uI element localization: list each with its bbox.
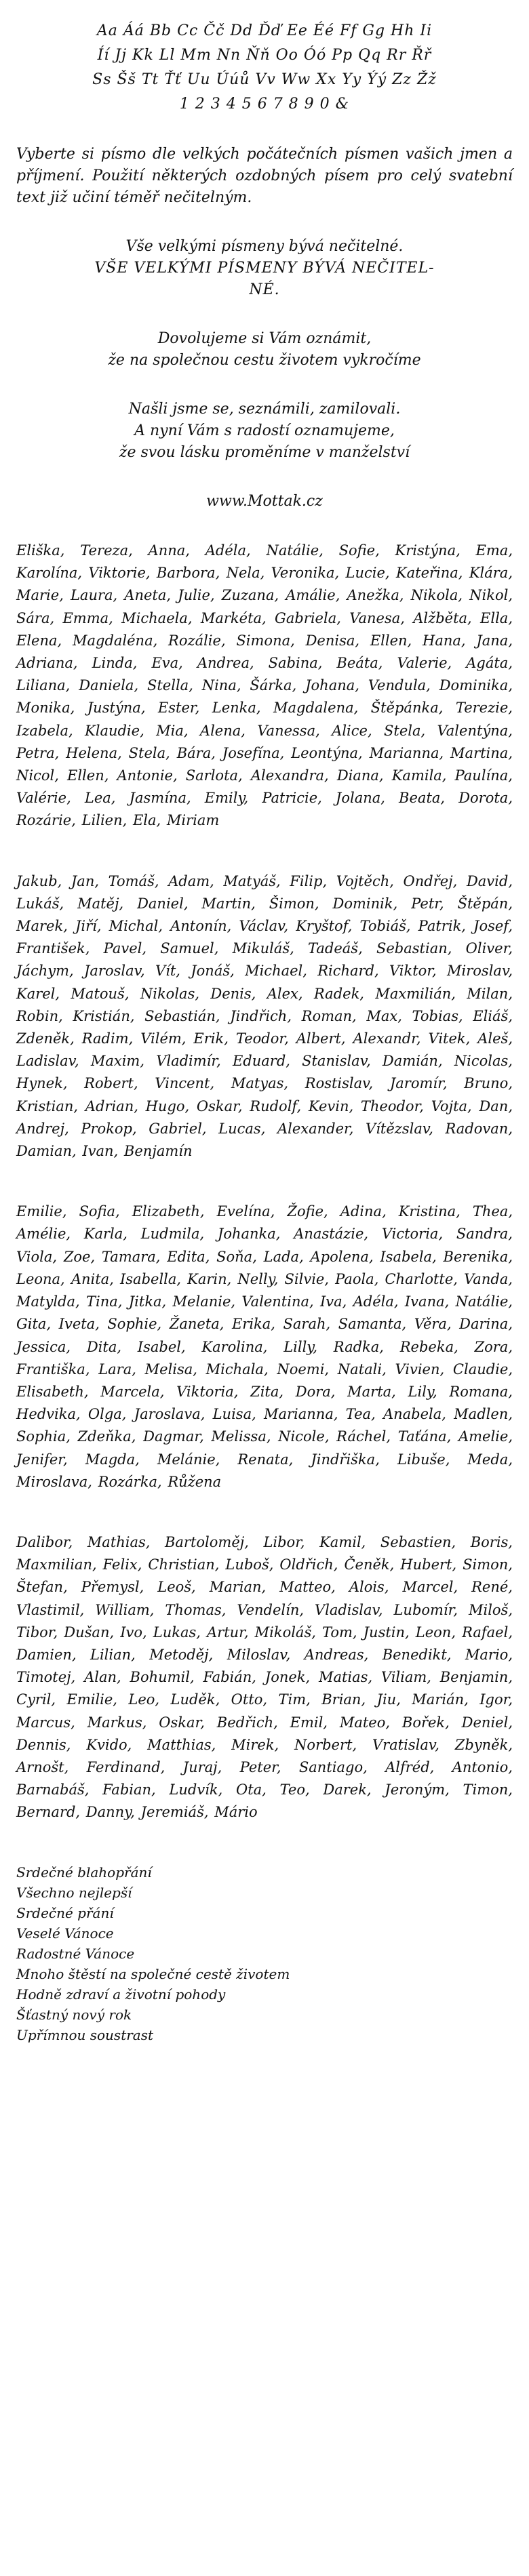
- greeting-line: Hodně zdraví a životní pohody: [16, 1986, 226, 2003]
- alphabet-sample: [37, 19, 492, 117]
- male-names-list-1: Jakub, Jan, Tomáš, Adam, Matyáš, Filip, Vojtěch, Ondřej, David, Lukáš, Matěj, Daniel, Martin, Šimon, Dominik, Petr, Štěpán, Marek, Jiří, Michal, Antonín, Václav, Kryštof, Tobiáš, Patrik, Josef, František, Pavel, Samuel, Mikuláš, Tadeáš, Sebastian, Oliver, Jáchym, Jaroslav, Vít, Jonáš, Michael, Richard, Viktor, Miroslav, Karel, Matouš, Nikolas, Denis, Alex, Radek, Maxmilián, Milan, Robin, Kristián, Sebastián, Jindřich, Roman, Max, Tobias, Eliáš, Zdeněk, Radim, Vilém, Erik, Teodor, Albert, Alexandr, Vitek, Aleš, Ladislav, Maxim, Vladimír, Eduard, Stanislav, Damián, Nicolas, Hynek, Robert, Vincent, Matyas, Rostislav, Jaromír, Bruno, Kristian, Adrian, Hugo, Oskar, Rudolf, Kevin, Theodor, Vojta, Dan, Andrej, Prokop, Gabriel, Lucas, Alexander, Vítězslav, Radovan, Damian, Ivan, Benjamín: [16, 872, 513, 1160]
- greeting-line: Radostné Vánoce: [16, 1945, 135, 1962]
- poem-line: Našli jsme se, seznámili, zamilovali.: [128, 401, 401, 418]
- poem-line: A nyní Vám s radostí oznamujeme,: [134, 422, 395, 439]
- notice-uppercase-line: VŠE VELKÝMI PÍSMENY BÝVÁ NEČITEL-: [94, 260, 435, 277]
- numerals-row: 1 2 3 4 5 6 7 8 9 0 &: [179, 96, 350, 113]
- alphabet-row: Aa Áá Bb Cc Čč Dd Ďď Ee Éé Ff Gg Hh Ii: [96, 22, 433, 39]
- female-names-list-2: Emilie, Sofia, Elizabeth, Evelína, Žofie, Adina, Kristina, Thea, Amélie, Karla, Ludmila, Johanka, Anastázie, Victoria, Sandra, Viola, Zoe, Tamara, Edita, Soňa, Lada, Apolena, Isabela, Berenika, Leona, Anita, Isabella, Karin, Nelly, Silvie, Paola, Charlotte, Vanda, Matylda, Tina, Jitka, Melanie, Valentina, Iva, Adéla, Ivana, Natálie, Gita, Iveta, Sophie, Žaneta, Erika, Sarah, Samanta, Věra, Darina, Jessica, Dita, Isabel, Karolina, Lilly, Radka, Rebeka, Zora, Františka, Lara, Melisa, Michala, Noemi, Natali, Vivien, Claudie, Elisabeth, Marcela, Viktoria, Zita, Dora, Marta, Lily, Romana, Hedvika, Olga, Jaroslava, Luisa, Marianna, Tea, Anabela, Madlen, Sophia, Zdeňka, Dagmar, Melissa, Nicole, Ráchel, Taťána, Amelie, Jenifer, Magda, Melánie, Renata, Jindřiška, Libuše, Meda, Miroslava, Rozárka, Růžena: [16, 1203, 513, 1490]
- invitation-line: Dovolujeme si Vám oznámit,: [157, 330, 372, 347]
- greeting-line: Všechno nejlepší: [16, 1884, 132, 1901]
- notice-line: Vše velkými písmeny bývá nečitelné.: [125, 238, 404, 255]
- intro-paragraph: Vyberte si písmo dle velkých počátečních písmen vašich jmen a příjmení. Použití některých ozdobných písem pro celý svatební text již učiní téměř nečitelným.: [16, 146, 513, 206]
- alphabet-row: Ss Šš Tt Ťť Uu Úúů Vv Ww Xx Yy Ýý Zz Žž: [92, 71, 437, 88]
- female-names-list-1: Eliška, Tereza, Anna, Adéla, Natálie, Sofie, Kristýna, Ema, Karolína, Viktorie, Barbora, Nela, Veronika, Lucie, Kateřina, Klára, Marie, Laura, Aneta, Julie, Zuzana, Amálie, Anežka, Nikola, Nikol, Sára, Emma, Michaela, Markéta, Gabriela, Vanesa, Alžběta, Ella, Elena, Magdaléna, Rozálie, Simona, Denisa, Ellen, Hana, Jana, Adriana, Linda, Eva, Andrea, Sabina, Beáta, Valerie, Agáta, Liliana, Daniela, Stella, Nina, Šárka, Johana, Vendula, Dominika, Monika, Justýna, Ester, Lenka, Magdalena, Štěpánka, Terezie, Izabela, Klaudie, Mia, Alena, Vanessa, Alice, Stela, Valentýna, Petra, Helena, Stela, Bára, Josefína, Leontýna, Marianna, Martina, Nicol, Ellen, Antonie, Sarlota, Alexandra, Diana, Kamila, Paulína, Valérie, Lea, Jasmína, Emily, Patricie, Jolana, Beata, Dorota, Rozárie, Lilien, Ela, Miriam: [16, 542, 513, 829]
- notice-uppercase-line: NÉ.: [249, 281, 280, 298]
- invitation-line: že na společnou cestu životem vykročíme: [108, 352, 421, 369]
- invitation-text: [23, 328, 506, 371]
- poem-line: že svou lásku proměníme v manželství: [119, 444, 410, 461]
- greeting-line: Srdečné blahopřání: [16, 1864, 152, 1880]
- alphabet-row: Íí Jj Kk Ll Mm Nn Ňň Oo Óó Pp Qq Rr Řř: [97, 47, 432, 64]
- greeting-line: Šťastný nový rok: [16, 2006, 132, 2023]
- male-names-list-2: Dalibor, Mathias, Bartoloměj, Libor, Kamil, Sebastien, Boris, Maxmilian, Felix, Christian, Luboš, Oldřich, Čeněk, Hubert, Simon, Štefan, Přemysl, Leoš, Marian, Matteo, Alois, Marcel, René, Vlastimil, William, Thomas, Vendelín, Vladislav, Lubomír, Miloš, Tibor, Dušan, Ivo, Lukas, Artur, Mikoláš, Tom, Justin, Leon, Rafael, Damien, Lilian, Metoděj, Miloslav, Andreas, Benedikt, Mario, Timotej, Alan, Bohumil, Fabián, Jonek, Matias, Viliam, Benjamin, Cyril, Emilie, Leo, Luděk, Otto, Tim, Brian, Jiu, Marián, Igor, Marcus, Markus, Oskar, Bedřich, Emil, Mateo, Bořek, Deniel, Dennis, Kvido, Matthias, Mirek, Norbert, Vratislav, Zbyněk, Arnošt, Ferdinand, Juraj, Peter, Santiago, Alfréd, Antonio, Barnabáš, Fabian, Ludvík, Ota, Teo, Darek, Jeroným, Timon, Bernard, Danny, Jeremiáš, Mário: [16, 1533, 513, 1821]
- greeting-line: Mnoho štěstí na společné cestě životem: [16, 1965, 290, 1982]
- uppercase-notice: [23, 236, 506, 301]
- greeting-line: Upřímnou soustrast: [16, 2026, 154, 2043]
- greeting-line: Veselé Vánoce: [16, 1925, 114, 1941]
- greetings-list: [16, 1862, 513, 2045]
- poem-text: [23, 399, 506, 464]
- greeting-line: Srdečné přání: [16, 1904, 114, 1921]
- website-text: www.Mottak.cz: [206, 493, 323, 510]
